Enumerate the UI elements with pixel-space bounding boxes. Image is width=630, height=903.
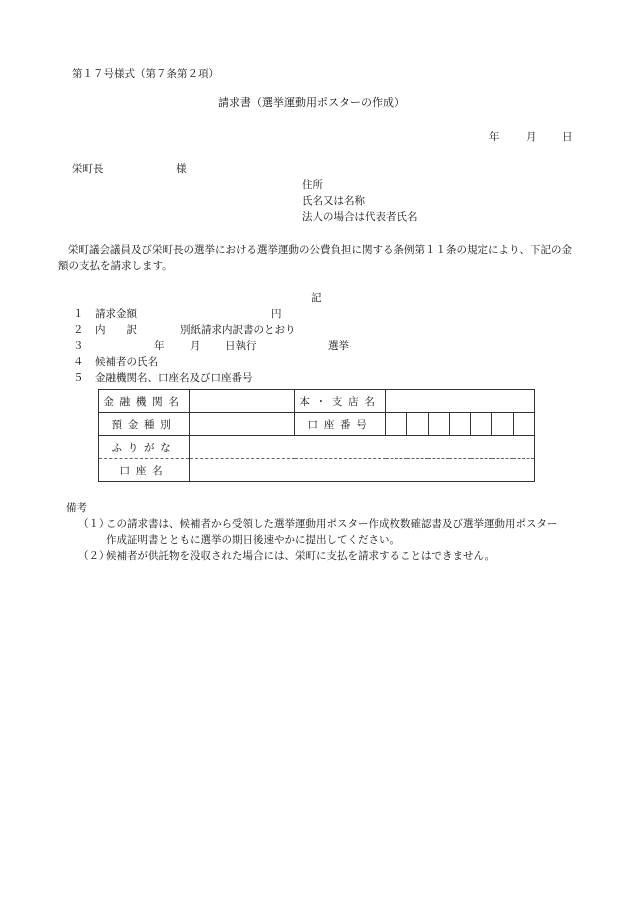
bank-name-field[interactable]	[190, 390, 295, 413]
note-2-text: 候補者が供託物を没収された場合には、栄町に支払を請求することはできません。	[106, 550, 496, 562]
item-2-value: 別紙請求内訳書のとおり	[180, 324, 296, 336]
date-day: 日	[562, 131, 573, 143]
deposit-type-field[interactable]	[190, 413, 295, 436]
branch-field[interactable]	[386, 390, 535, 413]
item-3-number: ３	[73, 340, 84, 352]
item-1-number: １	[73, 308, 84, 320]
bank-info-table	[98, 389, 535, 482]
item-5-number: ５	[73, 372, 84, 384]
account-digit-field[interactable]	[407, 413, 428, 436]
note-1-text: この請求書は、候補者から受領した選挙運動用ポスター作成枚数確認書及び選挙運動用ポスター作成証明書とともに選挙の期日後速やかに提出してください。	[106, 518, 558, 546]
note-2-number: （２）	[78, 550, 110, 562]
account-digit-field[interactable]	[386, 413, 407, 436]
item-5-label: 金融機関名、口座名及び口座番号	[95, 372, 253, 384]
account-digit-field[interactable]	[471, 413, 492, 436]
account-name-field[interactable]	[190, 459, 535, 482]
note-1-number: （１）	[78, 518, 110, 530]
branch-label: 本・支店名	[295, 390, 386, 413]
item-3-day: 日執行	[225, 340, 257, 352]
account-digit-field[interactable]	[428, 413, 449, 436]
corp-rep-label: 法人の場合は代表者氏名	[302, 211, 418, 223]
notes-section	[66, 500, 566, 564]
item-2-label: 内 訳	[95, 324, 137, 336]
account-digit-field[interactable]	[492, 413, 513, 436]
address-label: 住所	[302, 179, 323, 191]
bank-name-label: 金融機関名	[99, 390, 190, 413]
form-number: 第１７号様式（第７条第２項）	[72, 68, 219, 80]
note-2	[66, 548, 566, 564]
addressee-honorific: 様	[176, 163, 187, 175]
name-label: 氏名又は名称	[302, 195, 365, 207]
item-1-unit: 円	[271, 308, 282, 320]
date-month: 月	[526, 131, 537, 143]
body-text: 栄町議会議員及び栄町長の選挙における選挙運動の公費負担に関する条例第１１条の規定により、下記の金額の支払を請求します。	[58, 244, 572, 272]
item-4-label: 候補者の氏名	[95, 356, 158, 368]
account-digit-field[interactable]	[513, 413, 534, 436]
addressee-name: 栄町長	[72, 163, 104, 175]
deposit-type-label: 預金種別	[99, 413, 190, 436]
item-1-label: 請求金額	[95, 308, 137, 320]
furigana-field[interactable]	[190, 436, 535, 459]
furigana-label: ふりがな	[99, 436, 190, 459]
account-digit-field[interactable]	[449, 413, 470, 436]
body-paragraph	[58, 242, 578, 274]
item-3-election: 選挙	[328, 340, 349, 352]
note-1	[66, 516, 566, 548]
item-4-number: ４	[73, 356, 84, 368]
notes-heading: 備考	[66, 502, 87, 514]
item-3-year: 年	[154, 340, 165, 352]
date-year: 年	[489, 131, 500, 143]
item-2-number: ２	[73, 324, 84, 336]
document-title: 請求書（選挙運動用ポスターの作成）	[218, 96, 405, 109]
ki-heading: 記	[311, 292, 322, 304]
item-3-month: 月	[190, 340, 201, 352]
account-name-label: 口座名	[99, 459, 190, 482]
account-number-label: 口座番号	[295, 413, 386, 436]
